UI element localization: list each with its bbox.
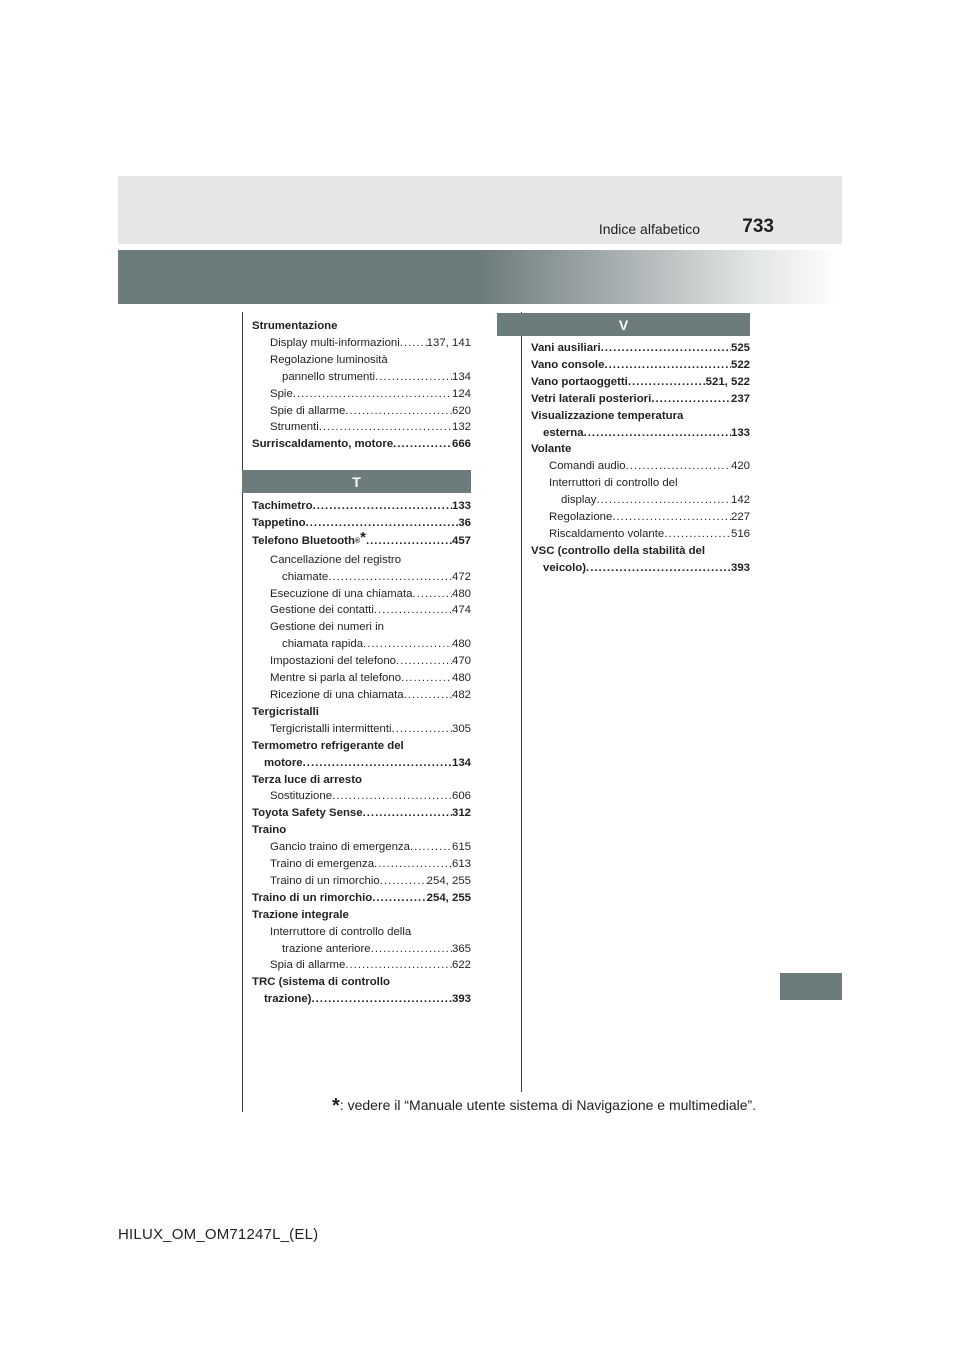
index-entry-page: 393 [451, 993, 471, 1006]
index-entry [252, 436, 471, 453]
index-entry-term: Cancellazione del registro [270, 553, 402, 566]
index-entry-term: Traino di emergenza [270, 858, 375, 871]
dot-leader [366, 533, 452, 550]
index-entry-page: 482 [451, 688, 471, 701]
index-entry [531, 543, 750, 560]
index-entry-term: Trazione integrale [252, 908, 349, 921]
index-entry-term: Display multi-informazioni [270, 336, 400, 349]
index-entry [252, 788, 471, 805]
index-entry-page: 480 [451, 672, 471, 685]
dot-leader [374, 602, 452, 619]
footnote [332, 1093, 756, 1116]
index-entry-term: VSC (controllo della stabilità del [531, 544, 706, 557]
section-letter-v: V [497, 313, 750, 336]
index-entry-page: 606 [451, 790, 471, 803]
dot-leader [313, 498, 452, 515]
dot-leader [311, 991, 452, 1008]
index-entry-term: chiamata rapida [282, 638, 364, 651]
side-thumb-tab [780, 973, 842, 1000]
index-entry-page: 480 [451, 638, 471, 651]
index-entry [252, 670, 471, 687]
index-entry-term: Spie di allarme [270, 404, 346, 417]
index-entry-page: 615 [451, 841, 471, 854]
dot-leader [374, 856, 452, 873]
header-band [118, 250, 842, 304]
index-entry-page: 254, 255 [426, 891, 471, 904]
index-entry-term: Vano console [531, 358, 605, 371]
index-entry-term: pannello strumenti [282, 370, 376, 383]
index-entry-page: 134 [451, 756, 471, 769]
dot-leader [319, 419, 452, 436]
index-entry [252, 839, 471, 856]
column-divider-rule [521, 312, 522, 1092]
index-entry [252, 721, 471, 738]
index-entry-term: Tachimetro [252, 500, 313, 512]
left-margin-rule [242, 312, 243, 1112]
dot-leader [303, 755, 452, 772]
index-entry [252, 498, 471, 515]
index-entry-page: 666 [451, 438, 471, 451]
footnote-text: : vedere il “Manuale utente sistema di Navigazione e multimediale”. [339, 1097, 757, 1113]
index-entry [252, 386, 471, 403]
dot-leader [293, 386, 452, 403]
index-entry-term: Toyota Safety Sense [252, 807, 363, 820]
dot-leader [393, 436, 452, 453]
index-entry [252, 687, 471, 704]
dot-leader [332, 788, 452, 805]
index-entry-term: Interruttore di controllo della [270, 925, 412, 938]
index-entry [531, 441, 750, 458]
index-entry [252, 704, 471, 721]
index-entry-term: motore [264, 756, 303, 769]
index-entry [252, 822, 471, 839]
section-title: Indice alfabetico [598, 221, 700, 237]
index-entry [531, 475, 750, 492]
dot-leader [410, 839, 452, 856]
index-entry-term: Strumenti [270, 421, 319, 434]
registered-mark: ® [354, 537, 361, 545]
index-entry-term: Traino di un rimorchio [252, 891, 373, 904]
index-entry-page: 474 [451, 604, 471, 617]
index-entry [252, 586, 471, 603]
index-entry-term: Esecuzione di una chiamata [270, 587, 413, 600]
index-entry-term: Tergicristalli [252, 705, 319, 718]
index-entry-term: Spia di allarme [270, 959, 346, 972]
index-entry-term: Ricezione di una chiamata [270, 688, 404, 701]
index-entry [252, 352, 471, 369]
index-entry [531, 509, 750, 526]
index-entry-page: 613 [451, 858, 471, 871]
index-entry-term: TRC (sistema di controllo [252, 976, 390, 989]
index-entry [531, 425, 750, 442]
page-header [118, 176, 842, 244]
index-entry [252, 636, 471, 653]
index-entry-term: Vano portaoggetti [531, 375, 628, 388]
index-entry [252, 873, 471, 890]
index-entry-page: 312 [451, 807, 471, 820]
dot-leader [363, 805, 452, 822]
index-entry [252, 602, 471, 619]
dot-leader [612, 509, 731, 526]
index-entry-term: Traino di un rimorchio [270, 874, 380, 887]
index-entry [531, 458, 750, 475]
dot-leader [371, 941, 452, 958]
index-entry-page: 133 [451, 500, 471, 512]
index-entry [531, 560, 750, 577]
document-code: HILUX_OM_OM71247L_(EL) [118, 1226, 319, 1243]
dot-leader [345, 403, 452, 420]
dot-leader [380, 873, 427, 890]
index-entry-term: Visualizzazione temperatura [531, 409, 684, 422]
index-entry-term: Sostituzione [270, 790, 333, 803]
index-entry-page: 365 [451, 942, 471, 955]
index-entry-term: Gestione dei contatti [270, 604, 374, 617]
index-entry-term: Vani ausiliari [531, 342, 601, 354]
dot-leader [664, 526, 731, 543]
index-entry [252, 974, 471, 991]
index-entry-term: Telefono Bluetooth [252, 534, 355, 547]
index-entry-term: Strumentazione [252, 320, 338, 332]
index-entry [252, 335, 471, 352]
index-entry [252, 772, 471, 789]
footnote-marker: * [360, 531, 366, 546]
index-entry [531, 526, 750, 543]
index-entry-term: Regolazione luminosità [270, 353, 388, 366]
index-entry-term: Tergicristalli intermittenti [270, 722, 392, 735]
index-entry-page: 521, 522 [705, 375, 750, 388]
dot-leader [626, 458, 731, 475]
dot-leader [604, 357, 731, 374]
index-entry-term: display [561, 494, 597, 507]
index-entry-term: trazione) [264, 993, 312, 1006]
index-entry-page: 522 [730, 358, 750, 371]
section-letter-t: T [242, 470, 471, 493]
index-entry-term: Volante [531, 443, 572, 456]
index-entry [531, 340, 750, 357]
dot-leader [401, 670, 452, 687]
index-entry-term: Interruttori di controllo del [549, 477, 678, 490]
index-entry [252, 318, 471, 335]
dot-leader [306, 515, 459, 532]
index-entry-term: esterna [543, 426, 584, 439]
index-entry-term: Surriscaldamento, motore [252, 438, 394, 451]
index-entry-term: Spie [270, 387, 293, 400]
dot-leader [628, 374, 706, 391]
index-entry [252, 419, 471, 436]
index-entry [252, 924, 471, 941]
footnote-star: * [332, 1095, 340, 1117]
index-entry [252, 552, 471, 569]
dot-leader [651, 391, 731, 408]
index-entry-page: 620 [451, 404, 471, 417]
index-entry-term: Gestione dei numeri in [270, 621, 384, 634]
index-entry-page: 470 [451, 655, 471, 668]
index-entry [531, 408, 750, 425]
index-entry-term: Terza luce di arresto [252, 773, 362, 786]
index-entry-page: 137, 141 [426, 336, 471, 349]
dot-leader [345, 957, 452, 974]
index-column-left-top [252, 318, 471, 453]
index-entry [252, 755, 471, 772]
index-entry-page: 142 [730, 494, 750, 507]
dot-leader [586, 560, 731, 577]
dot-leader [601, 340, 731, 357]
index-entry-page: 472 [451, 570, 471, 583]
index-entry-term: Mentre si parla al telefono [270, 672, 402, 685]
index-entry-term: Gancio traino di emergenza [270, 841, 410, 854]
index-entry [252, 991, 471, 1008]
index-entry [531, 374, 750, 391]
index-entry-page: 133 [730, 426, 750, 439]
index-entry-page: 480 [451, 587, 471, 600]
index-entry-term: veicolo) [543, 561, 587, 574]
index-entry [252, 515, 471, 532]
index-entry-term: Comandi audio [549, 460, 626, 473]
dot-leader [396, 653, 452, 670]
index-entry-term: Impostazioni del telefono [270, 655, 397, 668]
index-entry [531, 357, 750, 374]
index-entry-term: Tappetino [252, 516, 306, 529]
dot-leader [584, 425, 731, 442]
index-entry-term: Regolazione [549, 511, 613, 524]
index-entry-page: 393 [730, 561, 750, 574]
index-entry-term: Riscaldamento volante [549, 527, 665, 540]
index-entry-page: 525 [730, 342, 750, 354]
index-entry [531, 492, 750, 509]
index-entry [252, 856, 471, 873]
index-entry [252, 907, 471, 924]
index-entry-page: 124 [451, 387, 471, 400]
index-entry-page: 227 [730, 511, 750, 524]
index-entry-page: 622 [451, 959, 471, 972]
index-entry [252, 890, 471, 907]
index-column-left-bottom [252, 498, 471, 1008]
page-number: 733 [742, 216, 774, 237]
dot-leader [412, 586, 452, 603]
index-entry-page: 36 [458, 516, 471, 529]
index-entry-term: Vetri laterali posteriori [531, 392, 652, 405]
index-entry [252, 805, 471, 822]
dot-leader [596, 492, 731, 509]
index-entry [531, 391, 750, 408]
dot-leader [375, 369, 452, 386]
index-column-right [531, 340, 750, 577]
dot-leader [372, 890, 426, 907]
index-entry-page: 254, 255 [426, 874, 471, 887]
dot-leader [363, 636, 452, 653]
index-entry [252, 532, 471, 552]
index-entry-term: trazione anteriore [282, 942, 371, 955]
index-entry [252, 941, 471, 958]
index-entry-term: chiamate [282, 570, 329, 583]
index-entry [252, 403, 471, 420]
index-entry-page: 457 [451, 534, 471, 547]
index-entry [252, 653, 471, 670]
dot-leader [400, 335, 427, 352]
dot-leader [404, 687, 452, 704]
index-entry-page: 134 [451, 370, 471, 383]
index-entry [252, 957, 471, 974]
index-entry [252, 369, 471, 386]
index-entry-page: 305 [451, 722, 471, 735]
index-entry-page: 420 [730, 460, 750, 473]
dot-leader [392, 721, 452, 738]
index-entry-page: 237 [730, 392, 750, 405]
index-entry [252, 738, 471, 755]
dot-leader [328, 569, 452, 586]
index-entry-term: Traino [252, 824, 287, 837]
index-entry-page: 516 [730, 527, 750, 540]
index-entry [252, 619, 471, 636]
index-entry [252, 569, 471, 586]
index-entry-page: 132 [451, 421, 471, 434]
index-entry-term: Termometro refrigerante del [252, 739, 404, 752]
